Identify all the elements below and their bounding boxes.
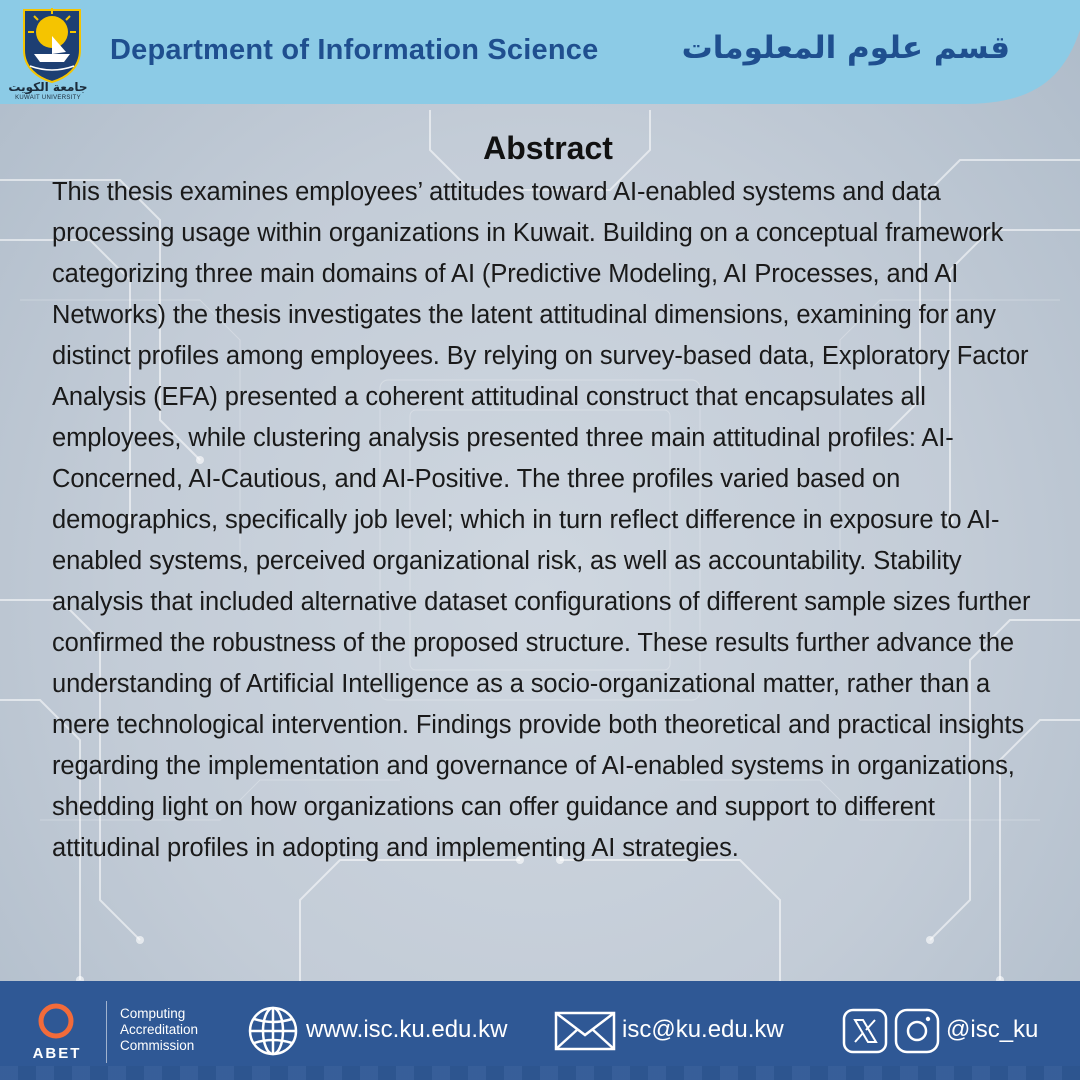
- instagram-icon[interactable]: [894, 1008, 940, 1054]
- department-title-arabic: قسم علوم المعلومات: [681, 30, 1010, 66]
- header: [0, 0, 1080, 105]
- abet-label: ABET: [32, 1045, 82, 1062]
- logo-caption-english: KUWAIT UNIVERSITY: [15, 95, 81, 101]
- abet-logo-icon: [37, 1002, 75, 1040]
- mail-icon: [554, 1011, 616, 1051]
- globe-icon: [247, 1005, 299, 1057]
- accreditation-commission: [120, 1006, 198, 1054]
- website-link[interactable]: www.isc.ku.edu.kw: [306, 1016, 508, 1043]
- commission-line-1: Computing: [120, 1006, 186, 1021]
- logo-caption-arabic: جامعة الكويت: [8, 80, 88, 94]
- abstract-body: This thesis examines employees’ attitudes toward AI-enabled systems and data processing usage within organizations in Kuwait. Building on a conceptual framework categorizing three main domains of AI (Predictive Modeling, AI Processes, and AI Networks) the thesis investigates the latent attitudinal dimensions, examining for any distinct profiles among employees. By relying on survey-based data, Exploratory Factor Analysis (EFA) presented a coherent attitudinal construct that encapsulates all employees, while clustering analysis presented three main attitudinal profiles: AI-Concerned, AI-Cautious, and AI-Positive. The three profiles varied based on demographics, specifically job level; which in turn reflect difference in exposure to AI-enabled systems, perceived organizational risk, as well as accountability. Stability analysis that included alternative dataset configurations of different sample sizes further confirmed the robustness of the proposed structure. These results further advance the understanding of Artificial Intelligence as a socio-organizational matter, rather than a mere technological intervention. Findings provide both theoretical and practical insights regarding the implementation and governance of AI-enabled systems in organizations, shedding light on how organizations can offer guidance and support to different attitudinal profiles in adopting and implementing AI strategies.: [52, 178, 1031, 862]
- footer-divider: [106, 1001, 107, 1063]
- commission-line-3: Commission: [120, 1038, 195, 1053]
- department-title-english: Department of Information Science: [110, 34, 599, 66]
- email-link[interactable]: isc@ku.edu.kw: [622, 1016, 784, 1043]
- social-handle[interactable]: @isc_ku: [946, 1016, 1039, 1043]
- abstract-section: [52, 128, 1044, 869]
- footer: [0, 981, 1080, 1080]
- x-icon[interactable]: [842, 1008, 888, 1054]
- abstract-title: Abstract: [483, 130, 613, 166]
- commission-line-2: Accreditation: [120, 1022, 199, 1037]
